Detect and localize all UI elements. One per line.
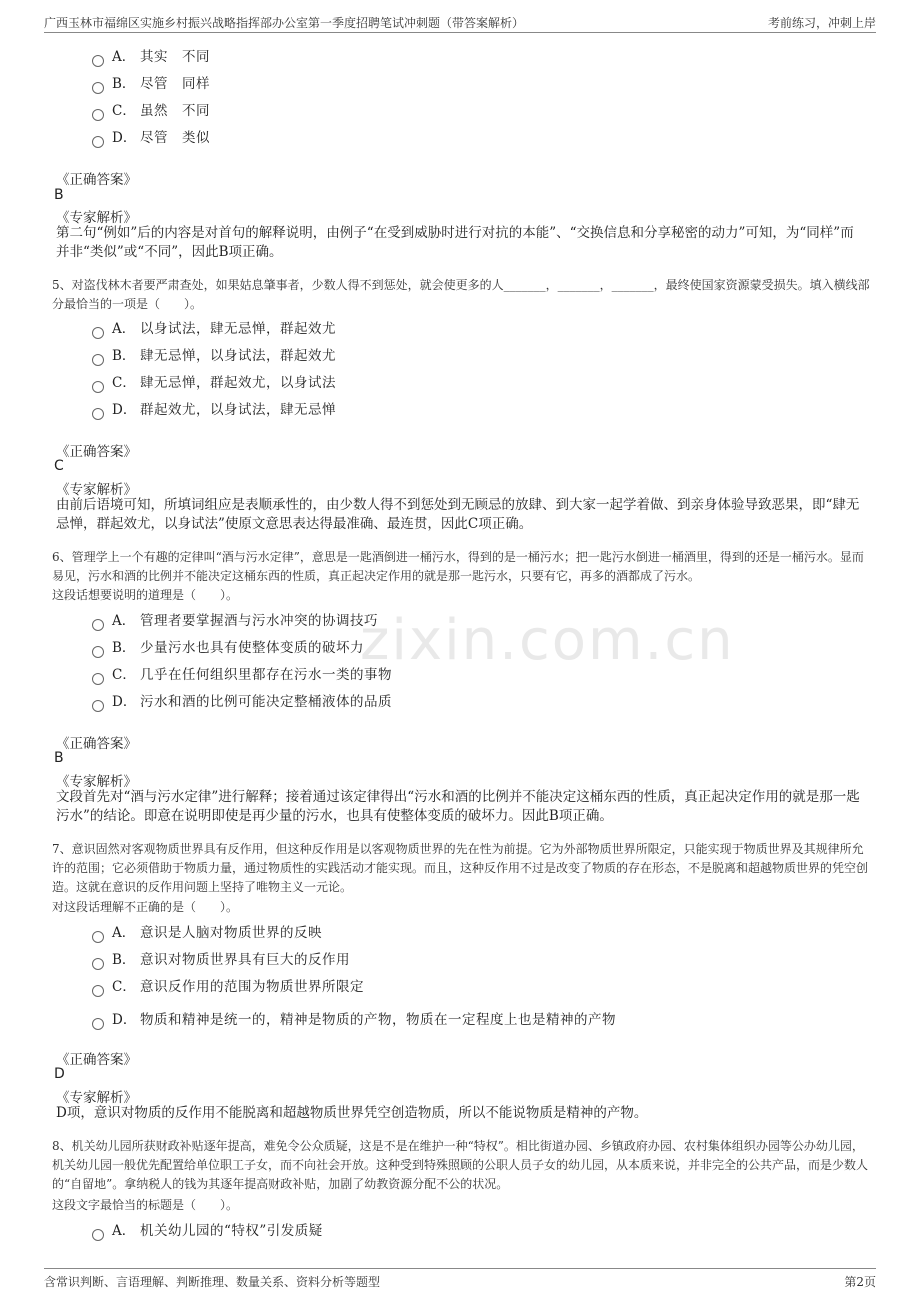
page-footer <box>44 1268 876 1293</box>
radio-icon[interactable] <box>92 1018 104 1030</box>
q4-option-c[interactable]: C． 虽然 不同 <box>92 99 210 121</box>
radio-icon[interactable] <box>92 55 104 67</box>
analysis-label: 《专家解析》 <box>56 210 137 226</box>
page-number: 第2页 <box>844 1275 876 1289</box>
radio-icon[interactable] <box>92 985 104 997</box>
radio-icon[interactable] <box>92 82 104 94</box>
analysis-label: 《专家解析》 <box>56 1090 137 1106</box>
q4-analysis: 第二句“例如”后的内容是对首句的解释说明，由例子“在受到威胁时进行对抗的本能”、“交换信息和分享秘密的动力”可知，为“同样”而并非“类似”或“不同”，因此B项正确。 <box>56 225 854 260</box>
q6-option-d[interactable]: D． 污水和酒的比例可能决定整桶液体的品质 <box>92 690 392 712</box>
radio-icon[interactable] <box>92 408 104 420</box>
q5-stem: 5、对盗伐林木者要严肃查处，如果姑息肇事者，少数人得不到惩处，就会使更多的人_______，_______，_______，最终使国家资源蒙受损失。填入横线部分最恰当的一项是（ ）。 <box>52 278 870 311</box>
radio-icon[interactable] <box>92 327 104 339</box>
q7-stem: 7、意识固然对客观物质世界具有反作用，但这种反作用是以客观物质世界的先在性为前提。它为外部物质世界所限定，只能实现于物质世界及其规律所允许的范围；它必须借助于物质力量，通过物质性的实践活动才能实现。而且，这种反作用不过是改变了物质的存在形态，不是脱离和超越物质世界的凭空创造。这就在意识的反作用问题上坚持了唯物主义一元论。 <box>52 842 869 894</box>
header-slogan: 考前练习，冲刺上岸 <box>767 16 876 30</box>
q7-option-d[interactable]: D． 物质和精神是统一的，精神是物质的产物，物质在一定程度上也是精神的产物 <box>92 1008 616 1030</box>
q4-answer: B <box>54 187 64 203</box>
radio-icon[interactable] <box>92 1229 104 1241</box>
radio-icon[interactable] <box>92 700 104 712</box>
q6-analysis: 文段首先对“酒与污水定律”进行解释；接着通过该定律得出“污水和酒的比例并不能决定这桶东西的性质，真正起决定作用的就是那一匙污水”的结论。即意在说明即使是再少量的污水，也具有使整体变质的破坏力。因此B项正确。 <box>56 789 860 824</box>
q5-option-b[interactable]: B． 肆无忌惮，以身试法，群起效尤 <box>92 344 336 366</box>
radio-icon[interactable] <box>92 931 104 943</box>
radio-icon[interactable] <box>92 354 104 366</box>
q8-stem-question: 这段文字最恰当的标题是（ ）。 <box>52 1198 239 1212</box>
analysis-label: 《专家解析》 <box>56 482 137 498</box>
q8-stem: 8、机关幼儿园所获财政补贴逐年提高，难免令公众质疑，这是不是在维护一种“特权”。相比街道办园、乡镇政府办园、农村集体组织办园等公办幼儿园，机关幼儿园一般优先配置给单位职工子女，而不向社会开放。这种受到特殊照顾的公职人员子女的幼儿园，从本质来说，并非完全的公共产品，而是少数人的“自留地”。拿纳税人的钱为其逐年提高财政补贴，加剧了幼教资源分配不公的状况。 <box>52 1139 869 1191</box>
analysis-label: 《专家解析》 <box>56 774 137 790</box>
q6-answer: B <box>54 750 64 766</box>
footer-categories: 含常识判断、言语理解、判断推理、数量关系、资料分析等题型 <box>44 1275 381 1289</box>
radio-icon[interactable] <box>92 619 104 631</box>
q7-option-c[interactable]: C． 意识反作用的范围为物质世界所限定 <box>92 975 364 997</box>
radio-icon[interactable] <box>92 109 104 121</box>
q7-option-a[interactable]: A． 意识是人脑对物质世界的反映 <box>92 921 322 943</box>
radio-icon[interactable] <box>92 136 104 148</box>
document-title: 广西玉林市福绵区实施乡村振兴战略指挥部办公室第一季度招聘笔试冲刺题（带答案解析） <box>44 16 525 30</box>
q6-option-a[interactable]: A． 管理者要掌握酒与污水冲突的协调技巧 <box>92 609 378 631</box>
answer-label: 《正确答案》 <box>56 172 137 188</box>
answer-label: 《正确答案》 <box>56 444 137 460</box>
radio-icon[interactable] <box>92 673 104 685</box>
q4-option-a[interactable]: A． 其实 不同 <box>92 45 210 67</box>
radio-icon[interactable] <box>92 958 104 970</box>
q7-stem-question: 对这段话理解不正确的是（ ）。 <box>52 900 239 914</box>
q8-option-a[interactable]: A． 机关幼儿园的“特权”引发质疑 <box>92 1219 323 1241</box>
watermark: zixin.com.cn <box>360 608 735 673</box>
q5-option-a[interactable]: A． 以身试法，肆无忌惮，群起效尤 <box>92 317 336 339</box>
q5-option-d[interactable]: D． 群起效尤，以身试法，肆无忌惮 <box>92 398 336 420</box>
q5-option-c[interactable]: C． 肆无忌惮，群起效尤，以身试法 <box>92 371 336 393</box>
q7-analysis: D项，意识对物质的反作用不能脱离和超越物质世界凭空创造物质，所以不能说物质是精神的产物。 <box>56 1105 648 1121</box>
q5-answer: C <box>54 458 64 474</box>
radio-icon[interactable] <box>92 646 104 658</box>
answer-label: 《正确答案》 <box>56 1052 137 1068</box>
q5-analysis: 由前后语境可知，所填词组应是表顺承性的，由少数人得不到惩处到无顾忌的放肆、到大家一起学着做、到亲身体验导致恶果，即“肆无忌惮，群起效尤，以身试法”使原文意思表达得最准确、最连贯，因此C项正确。 <box>56 497 860 532</box>
radio-icon[interactable] <box>92 381 104 393</box>
q6-option-c[interactable]: C． 几乎在任何组织里都存在污水一类的事物 <box>92 663 392 685</box>
q7-answer: D <box>54 1066 65 1082</box>
answer-label: 《正确答案》 <box>56 736 137 752</box>
q4-option-b[interactable]: B． 尽管 同样 <box>92 72 210 94</box>
q6-stem-question: 这段话想要说明的道理是（ ）。 <box>52 588 239 602</box>
q6-option-b[interactable]: B． 少量污水也具有使整体变质的破坏力 <box>92 636 364 658</box>
q6-stem: 6、管理学上一个有趣的定律叫“酒与污水定律”，意思是一匙酒倒进一桶污水，得到的是一桶污水；把一匙污水倒进一桶酒里，得到的还是一桶污水。显而易见，污水和酒的比例并不能决定这桶东西的性质，真正起决定作用的就是那一匙污水，只要有它，再多的酒都成了污水。 <box>52 550 864 583</box>
q7-option-b[interactable]: B． 意识对物质世界具有巨大的反作用 <box>92 948 350 970</box>
q4-option-d[interactable]: D． 尽管 类似 <box>92 126 210 148</box>
